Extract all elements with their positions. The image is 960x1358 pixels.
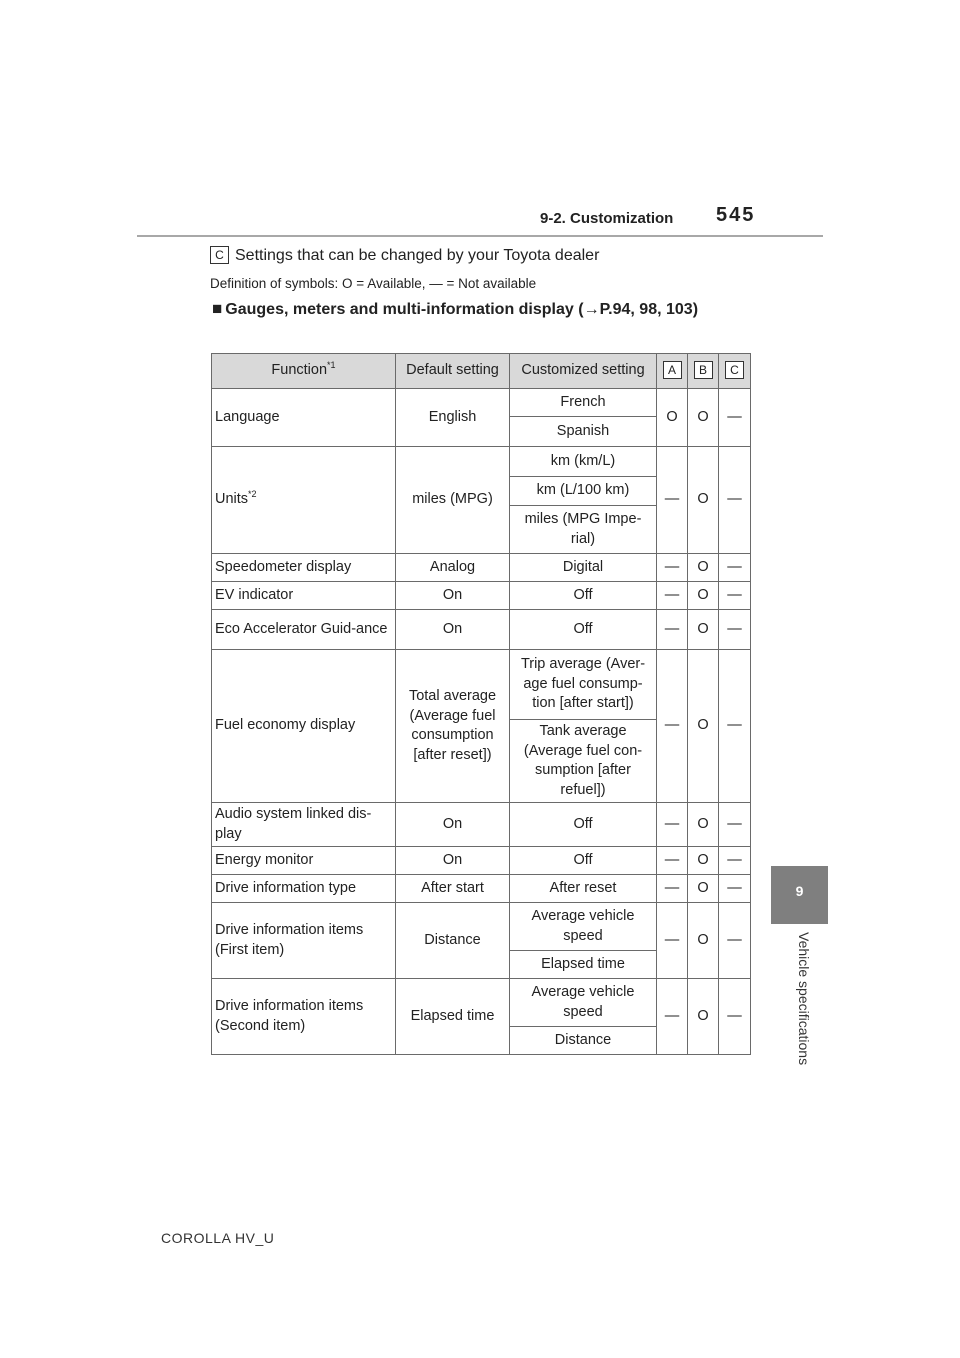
function-header: Function$^{*1}$ (212, 354, 396, 389)
function-note: *2 (248, 489, 257, 500)
availability-b-cell: O (688, 554, 719, 582)
default-cell: On (396, 610, 510, 650)
default-cell: Elapsed time (396, 979, 510, 1055)
default-cell: After start (396, 875, 510, 903)
availability-b-cell: O (688, 650, 719, 803)
table-header-row (212, 354, 751, 389)
chapter-label: Vehicle specifications (796, 932, 812, 1066)
customized-cell: Tank average (Average fuel con-sumption [after refuel]) (510, 720, 657, 803)
function-text: Language (215, 408, 280, 425)
availability-c-cell: — (719, 979, 751, 1055)
availability-b-cell: O (688, 903, 719, 979)
availability-c-cell: — (719, 875, 751, 903)
function-text: Units (215, 491, 249, 508)
customized-cell: Off (510, 803, 657, 847)
table-row (212, 875, 751, 903)
function-text: Drive information items (Second item) (215, 998, 364, 1034)
availability-a-cell: — (657, 847, 688, 875)
customized-cell: miles (MPG Impe-rial) (510, 506, 657, 554)
symbol-definition: Definition of symbols: O = Available, — = Not available (210, 276, 537, 291)
customized-cell: Off (510, 582, 657, 610)
function-text: EV indicator (215, 586, 294, 603)
availability-b-cell: O (688, 847, 719, 875)
table-heading (212, 298, 772, 321)
customized-cell: French (510, 389, 657, 417)
customized-header: Customized setting (510, 354, 657, 389)
availability-c-cell: — (719, 903, 751, 979)
availability-c-cell: — (719, 803, 751, 847)
customized-cell: Elapsed time (510, 951, 657, 979)
availability-b-cell: O (688, 389, 719, 447)
customized-cell: After reset (510, 875, 657, 903)
function-cell (212, 650, 396, 803)
customized-cell: km (km/L) (510, 447, 657, 477)
function-cell (212, 847, 396, 875)
settings-table (211, 353, 751, 1055)
customized-cell: km (L/100 km) (510, 477, 657, 506)
availability-b-cell: O (688, 979, 719, 1055)
function-text: Fuel economy display (215, 717, 356, 734)
availability-a-cell: — (657, 650, 688, 803)
default-cell: On (396, 803, 510, 847)
default-cell: English (396, 389, 510, 447)
availability-a-cell: — (657, 803, 688, 847)
function-cell (212, 903, 396, 979)
function-cell (212, 979, 396, 1055)
default-cell: On (396, 847, 510, 875)
column-c-header: C (719, 354, 751, 389)
intro-text: Settings that can be changed by your Toyota dealer (235, 247, 600, 264)
table-row (212, 650, 751, 720)
function-text: Energy monitor (215, 851, 314, 868)
table-row (212, 803, 751, 847)
availability-a-cell: O (657, 389, 688, 447)
availability-a-cell: — (657, 554, 688, 582)
function-text: Drive information type (215, 879, 357, 896)
intro-line (213, 246, 599, 265)
function-text: Drive information items (First item) (215, 922, 364, 958)
function-cell (212, 554, 396, 582)
column-a-header: A (657, 354, 688, 389)
function-text: Speedometer display (215, 558, 352, 575)
function-cell (212, 875, 396, 903)
function-cell (212, 447, 396, 554)
function-cell (212, 610, 396, 650)
chapter-number: 9 (795, 883, 804, 899)
customized-cell: Off (510, 847, 657, 875)
default-cell: Analog (396, 554, 510, 582)
customized-cell: Average vehicle speed (510, 979, 657, 1027)
column-b-header: B (688, 354, 719, 389)
default-cell: Distance (396, 903, 510, 979)
function-text: Audio system linked dis-play (215, 806, 372, 842)
table-row (212, 582, 751, 610)
availability-c-cell: — (719, 847, 751, 875)
availability-c-cell: — (719, 582, 751, 610)
customized-cell: Digital (510, 554, 657, 582)
availability-b-cell: O (688, 610, 719, 650)
heading-text: Gauges, meters and multi-information display (→P.94, 98, 103) (225, 301, 699, 318)
customized-cell: Off (510, 610, 657, 650)
customized-cell: Distance (510, 1027, 657, 1055)
table-row (212, 903, 751, 951)
footer-model: COROLLA HV_U (161, 1230, 275, 1246)
default-cell: miles (MPG) (396, 447, 510, 554)
table-row (212, 979, 751, 1027)
default-cell: Total average (Average fuel consumption [after reset]) (396, 650, 510, 803)
default-header: Default setting (396, 354, 510, 389)
availability-c-cell: — (719, 610, 751, 650)
customized-cell: Average vehicle speed (510, 903, 657, 951)
availability-c-cell: — (719, 447, 751, 554)
availability-b-cell: O (688, 875, 719, 903)
customized-cell: Trip average (Aver-age fuel consump-tion [after start]) (510, 650, 657, 720)
function-cell (212, 389, 396, 447)
table-row (212, 554, 751, 582)
availability-c-cell: — (719, 389, 751, 447)
chapter-tab (771, 866, 828, 924)
availability-c-cell: — (719, 554, 751, 582)
table-row (212, 847, 751, 875)
page-number: 545 (716, 204, 756, 226)
availability-c-cell: — (719, 650, 751, 803)
availability-a-cell: — (657, 903, 688, 979)
availability-a-cell: — (657, 582, 688, 610)
availability-a-cell: — (657, 979, 688, 1055)
heading-marker: ■ (212, 299, 223, 318)
function-cell (212, 582, 396, 610)
availability-b-cell: O (688, 447, 719, 554)
default-cell: On (396, 582, 510, 610)
availability-b-cell: O (688, 582, 719, 610)
table-row (212, 447, 751, 477)
section-title: 9-2. Customization (540, 210, 674, 227)
function-cell (212, 803, 396, 847)
availability-a-cell: — (657, 447, 688, 554)
column-c-box: C (210, 246, 229, 264)
table-row (212, 610, 751, 650)
availability-a-cell: — (657, 875, 688, 903)
availability-b-cell: O (688, 803, 719, 847)
table-row (212, 389, 751, 417)
function-text: Eco Accelerator Guid-ance (215, 620, 388, 637)
availability-a-cell: — (657, 610, 688, 650)
customized-cell: Spanish (510, 417, 657, 447)
